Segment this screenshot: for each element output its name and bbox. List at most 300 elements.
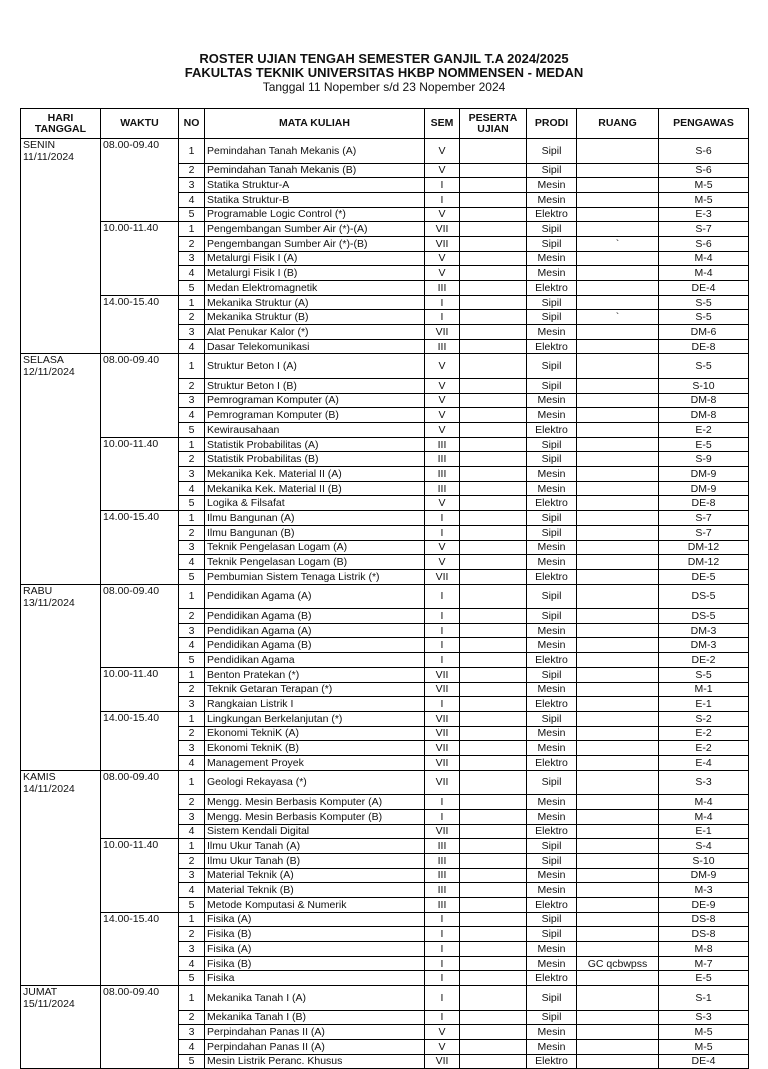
ruang-cell [577,809,659,824]
pengawas-cell: DM-8 [659,393,749,408]
mata-kuliah-cell: Ilmu Ukur Tanah (A) [205,839,425,854]
day-cell [21,1025,101,1040]
prodi-cell: Elektro [527,339,577,354]
sem-cell: V [425,266,460,281]
session-time [101,378,179,393]
sem-cell: V [425,555,460,570]
pengawas-cell: DS-8 [659,927,749,942]
mata-kuliah-cell: Fisika [205,971,425,986]
prodi-cell: Sipil [527,770,577,795]
sem-cell: I [425,623,460,638]
day-cell [21,697,101,712]
pengawas-cell: DM-3 [659,623,749,638]
no-cell: 4 [179,755,205,770]
table-row [21,408,749,423]
sem-cell: III [425,281,460,296]
ruang-cell [577,667,659,682]
document-title: ROSTER UJIAN TENGAH SEMESTER GANJIL T.A 2024/2025 [199,51,569,66]
session-time [101,163,179,178]
peserta-cell [460,809,527,824]
no-cell: 2 [179,163,205,178]
prodi-cell: Mesin [527,682,577,697]
peserta-cell [460,853,527,868]
ruang-cell [577,281,659,296]
sem-cell: V [425,423,460,438]
faculty-title: FAKULTAS TEKNIK UNIVERSITAS HKBP NOMMENSEN - MEDAN [184,65,584,80]
no-cell: 3 [179,393,205,408]
peserta-cell [460,697,527,712]
table-body [21,139,749,1069]
session-time [101,795,179,810]
no-cell: 3 [179,1025,205,1040]
no-cell: 5 [179,897,205,912]
peserta-cell [460,912,527,927]
day-cell [21,1039,101,1054]
day-cell [21,192,101,207]
no-cell: 4 [179,481,205,496]
session-time [101,207,179,222]
sem-cell: VII [425,726,460,741]
prodi-cell: Sipil [527,452,577,467]
day-cell [21,809,101,824]
prodi-cell: Sipil [527,584,577,609]
table-row [21,986,749,1011]
mata-kuliah-cell: Kewirausahaan [205,423,425,438]
sem-cell: I [425,295,460,310]
day-name: KAMIS [23,770,56,783]
ruang-cell [577,339,659,354]
table-row [21,770,749,795]
ruang-cell [577,408,659,423]
peserta-cell [460,986,527,1011]
ruang-cell: ` [577,310,659,325]
sem-cell: VII [425,682,460,697]
no-cell: 2 [179,310,205,325]
pengawas-cell: M-4 [659,809,749,824]
session-time [101,653,179,668]
day-date: 11/11/2024 [23,151,74,163]
ruang-cell: GC qcbwpss [577,956,659,971]
pengawas-cell: DM-9 [659,467,749,482]
pengawas-cell: S-6 [659,163,749,178]
day-cell [21,452,101,467]
session-time [101,726,179,741]
prodi-cell: Mesin [527,638,577,653]
table-row [21,755,749,770]
no-cell: 2 [179,795,205,810]
pengawas-cell: M-4 [659,251,749,266]
no-cell: 2 [179,609,205,624]
ruang-cell [577,868,659,883]
session-time: 08.00-09.40 [101,986,179,1011]
peserta-cell [460,726,527,741]
peserta-cell [460,354,527,379]
session-time [101,897,179,912]
peserta-cell [460,1054,527,1069]
session-time: 14.00-15.40 [101,511,179,526]
mata-kuliah-cell: Lingkungan Berkelanjutan (*) [205,711,425,726]
day-cell [21,437,101,452]
ruang-cell [577,971,659,986]
sem-cell: VII [425,667,460,682]
mata-kuliah-cell: Metalurgi Fisik I (A) [205,251,425,266]
no-cell: 2 [179,1010,205,1025]
prodi-cell: Mesin [527,726,577,741]
sem-cell: I [425,986,460,1011]
sem-cell: I [425,795,460,810]
ruang-cell: ` [577,236,659,251]
prodi-cell: Mesin [527,408,577,423]
no-cell: 2 [179,452,205,467]
day-cell [21,853,101,868]
ruang-cell [577,325,659,340]
mata-kuliah-cell: Struktur Beton I (B) [205,378,425,393]
col-peserta-ujian: PESERTA UJIAN [460,109,527,139]
table-row [21,971,749,986]
prodi-cell: Sipil [527,378,577,393]
day-name: SELASA [23,354,64,367]
col-sem: SEM [425,109,460,139]
session-time [101,824,179,839]
day-cell [21,163,101,178]
peserta-cell [460,163,527,178]
ruang-cell [577,853,659,868]
table-row [21,192,749,207]
pengawas-cell: S-9 [659,452,749,467]
mata-kuliah-cell: Management Proyek [205,755,425,770]
ruang-cell [577,423,659,438]
mata-kuliah-cell: Ekonomi TekniK (B) [205,741,425,756]
peserta-cell [460,897,527,912]
sem-cell: VII [425,824,460,839]
table-row [21,555,749,570]
pengawas-cell: M-1 [659,682,749,697]
peserta-cell [460,281,527,296]
mata-kuliah-cell: Mekanika Tanah I (A) [205,986,425,1011]
table-row [21,1039,749,1054]
peserta-cell [460,682,527,697]
table-row [21,295,749,310]
sem-cell: III [425,897,460,912]
no-cell: 3 [179,178,205,193]
table-row [21,378,749,393]
mata-kuliah-cell: Fisika (B) [205,956,425,971]
day-cell [21,496,101,511]
day-cell [21,711,101,726]
day-cell [21,868,101,883]
pengawas-cell: S-6 [659,236,749,251]
day-cell [21,222,101,237]
sem-cell: V [425,251,460,266]
peserta-cell [460,824,527,839]
sem-cell: I [425,609,460,624]
table-row [21,467,749,482]
peserta-cell [460,178,527,193]
pengawas-cell: E-5 [659,437,749,452]
prodi-cell: Sipil [527,437,577,452]
peserta-cell [460,956,527,971]
ruang-cell [577,770,659,795]
prodi-cell: Mesin [527,795,577,810]
ruang-cell [577,452,659,467]
day-cell [21,795,101,810]
sem-cell: I [425,942,460,957]
sem-cell: V [425,139,460,164]
mata-kuliah-cell: Teknik Pengelasan Logam (A) [205,540,425,555]
peserta-cell [460,408,527,423]
peserta-cell [460,1025,527,1040]
prodi-cell: Sipil [527,1010,577,1025]
session-time [101,638,179,653]
ruang-cell [577,653,659,668]
table-row [21,1010,749,1025]
mata-kuliah-cell: Statika Struktur-A [205,178,425,193]
mata-kuliah-cell: Pemindahan Tanah Mekanis (A) [205,139,425,164]
peserta-cell [460,192,527,207]
pengawas-cell: S-6 [659,139,749,164]
sem-cell: VII [425,755,460,770]
session-time [101,942,179,957]
peserta-cell [460,584,527,609]
sem-cell: V [425,1025,460,1040]
ruang-cell [577,178,659,193]
day-cell [21,912,101,927]
pengawas-cell: E-3 [659,207,749,222]
pengawas-cell: DE-5 [659,569,749,584]
pengawas-cell: S-5 [659,354,749,379]
prodi-cell: Mesin [527,325,577,340]
day-cell [21,986,101,1011]
peserta-cell [460,295,527,310]
peserta-cell [460,609,527,624]
ruang-cell [577,569,659,584]
no-cell: 5 [179,496,205,511]
prodi-cell: Elektro [527,496,577,511]
prodi-cell: Mesin [527,1039,577,1054]
no-cell: 1 [179,667,205,682]
session-time: 08.00-09.40 [101,354,179,379]
no-cell: 5 [179,281,205,296]
sem-cell: V [425,1039,460,1054]
no-cell: 4 [179,339,205,354]
peserta-cell [460,207,527,222]
day-date: 13/11/2024 [23,596,75,609]
prodi-cell: Sipil [527,354,577,379]
sem-cell: III [425,437,460,452]
sem-cell: III [425,339,460,354]
sem-cell: VII [425,741,460,756]
prodi-cell: Sipil [527,927,577,942]
table-header-row [21,109,749,139]
table-row [21,266,749,281]
session-time [101,1025,179,1040]
table-row [21,437,749,452]
session-time [101,192,179,207]
pengawas-cell: S-5 [659,295,749,310]
sem-cell: VII [425,1054,460,1069]
peserta-cell [460,1010,527,1025]
session-time [101,310,179,325]
prodi-cell: Sipil [527,310,577,325]
sem-cell: I [425,525,460,540]
no-cell: 3 [179,540,205,555]
session-time [101,809,179,824]
prodi-cell: Mesin [527,467,577,482]
session-time: 08.00-09.40 [101,139,179,164]
prodi-cell: Sipil [527,163,577,178]
ruang-cell [577,266,659,281]
pengawas-cell: DE-8 [659,339,749,354]
ruang-cell [577,1039,659,1054]
sem-cell: I [425,192,460,207]
sem-cell: V [425,540,460,555]
peserta-cell [460,481,527,496]
mata-kuliah-cell: Pendidikan Agama [205,653,425,668]
no-cell: 4 [179,956,205,971]
mata-kuliah-cell: Mengg. Mesin Berbasis Komputer (B) [205,809,425,824]
no-cell: 3 [179,741,205,756]
no-cell: 1 [179,584,205,609]
mata-kuliah-cell: Mekanika Struktur (B) [205,310,425,325]
prodi-cell: Mesin [527,481,577,496]
prodi-cell: Elektro [527,207,577,222]
day-cell [21,467,101,482]
day-cell [21,207,101,222]
day-cell [21,1054,101,1069]
pengawas-cell: S-5 [659,310,749,325]
mata-kuliah-cell: Metalurgi Fisik I (B) [205,266,425,281]
no-cell: 4 [179,638,205,653]
mata-kuliah-cell: Ilmu Bangunan (A) [205,511,425,526]
session-time: 14.00-15.40 [101,295,179,310]
table-row [21,883,749,898]
day-cell [21,354,101,379]
ruang-cell [577,741,659,756]
day-cell [21,511,101,526]
table-row [21,824,749,839]
table-row [21,481,749,496]
table-row [21,839,749,854]
table-row [21,207,749,222]
no-cell: 1 [179,986,205,1011]
peserta-cell [460,942,527,957]
mata-kuliah-cell: Ilmu Ukur Tanah (B) [205,853,425,868]
sem-cell: III [425,883,460,898]
sem-cell: I [425,310,460,325]
day-name: RABU [23,584,53,597]
table-row [21,697,749,712]
session-time [101,741,179,756]
mata-kuliah-cell: Pendidikan Agama (A) [205,623,425,638]
sem-cell: I [425,584,460,609]
day-cell [21,295,101,310]
pengawas-cell: M-7 [659,956,749,971]
no-cell: 1 [179,295,205,310]
day-cell [21,325,101,340]
no-cell: 4 [179,555,205,570]
table-row [21,741,749,756]
col-waktu: WAKTU [101,109,179,139]
sem-cell: V [425,378,460,393]
session-time: 10.00-11.40 [101,437,179,452]
col-prodi: PRODI [527,109,577,139]
mata-kuliah-cell: Pendidikan Agama (B) [205,609,425,624]
ruang-cell [577,1054,659,1069]
table-row [21,540,749,555]
session-time [101,266,179,281]
prodi-cell: Mesin [527,741,577,756]
ruang-cell [577,481,659,496]
peserta-cell [460,638,527,653]
no-cell: 3 [179,809,205,824]
no-cell: 4 [179,266,205,281]
ruang-cell [577,697,659,712]
mata-kuliah-cell: Perpindahan Panas II (A) [205,1039,425,1054]
day-cell [21,310,101,325]
sem-cell: V [425,163,460,178]
table-row [21,339,749,354]
ruang-cell [577,795,659,810]
sem-cell: I [425,178,460,193]
day-cell [21,682,101,697]
peserta-cell [460,236,527,251]
day-cell [21,653,101,668]
day-cell [21,393,101,408]
peserta-cell [460,711,527,726]
no-cell: 3 [179,325,205,340]
session-time [101,467,179,482]
mata-kuliah-cell: Metode Komputasi & Numerik [205,897,425,912]
day-cell [21,741,101,756]
mata-kuliah-cell: Mekanika Kek. Material II (B) [205,481,425,496]
no-cell: 1 [179,511,205,526]
no-cell: 2 [179,236,205,251]
peserta-cell [460,623,527,638]
peserta-cell [460,452,527,467]
no-cell: 3 [179,697,205,712]
table-row [21,653,749,668]
day-name: SENIN [23,139,56,151]
pengawas-cell: DS-5 [659,609,749,624]
mata-kuliah-cell: Teknik Getaran Terapan (*) [205,682,425,697]
table-row [21,623,749,638]
day-cell [21,408,101,423]
day-cell [21,1010,101,1025]
peserta-cell [460,667,527,682]
session-time [101,251,179,266]
day-cell [21,481,101,496]
pengawas-cell: DE-9 [659,897,749,912]
table-row [21,927,749,942]
sem-cell: III [425,452,460,467]
session-time [101,927,179,942]
day-cell [21,726,101,741]
table-row [21,667,749,682]
table-row [21,354,749,379]
ruang-cell [577,1025,659,1040]
prodi-cell: Sipil [527,525,577,540]
ruang-cell [577,912,659,927]
prodi-cell: Sipil [527,986,577,1011]
table-row [21,281,749,296]
mata-kuliah-cell: Statika Struktur-B [205,192,425,207]
mata-kuliah-cell: Mekanika Kek. Material II (A) [205,467,425,482]
sem-cell: III [425,481,460,496]
pengawas-cell: E-5 [659,971,749,986]
ruang-cell [577,609,659,624]
sem-cell: I [425,697,460,712]
session-time [101,236,179,251]
